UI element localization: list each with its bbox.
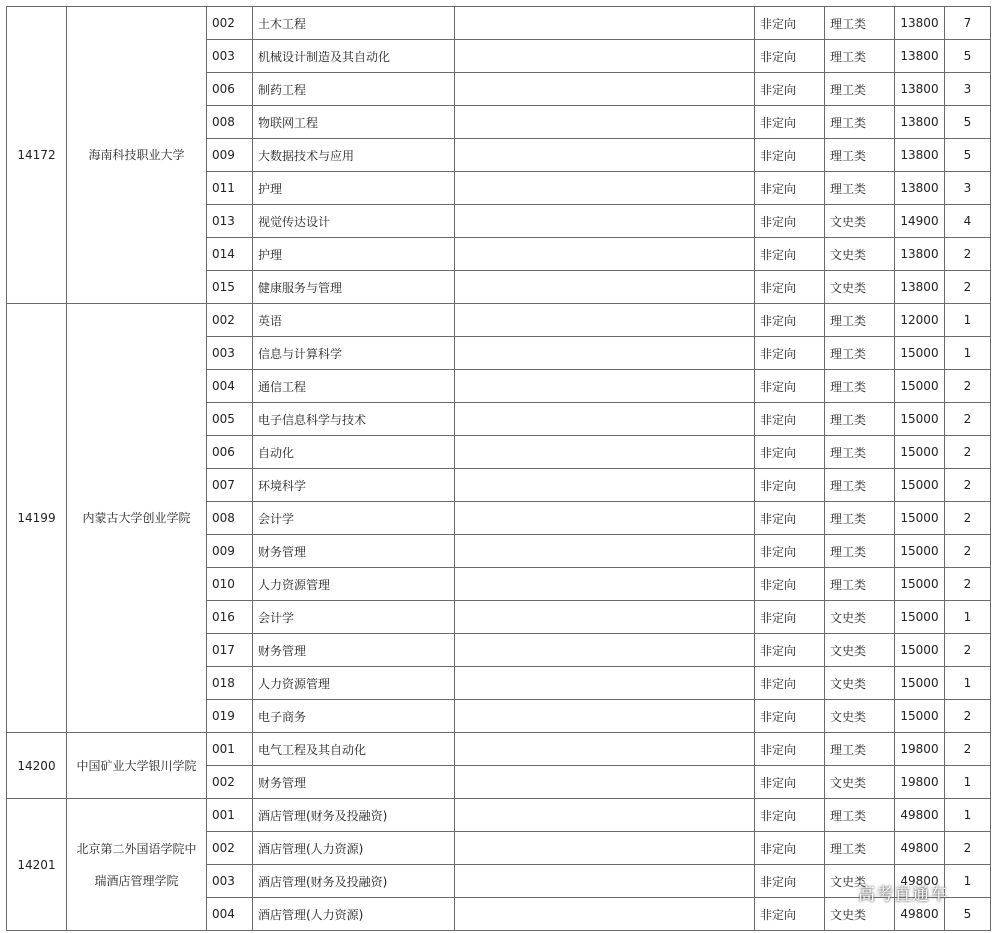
category-cell: 文史类 — [825, 634, 895, 667]
remark-cell — [455, 634, 755, 667]
tuition-cell: 49800 — [895, 865, 945, 898]
category-cell: 理工类 — [825, 73, 895, 106]
major-name-cell: 酒店管理(财务及投融资) — [253, 799, 455, 832]
category-cell: 文史类 — [825, 667, 895, 700]
category-cell: 理工类 — [825, 832, 895, 865]
major-code-cell: 005 — [207, 403, 253, 436]
major-name-cell: 酒店管理(人力资源) — [253, 898, 455, 931]
enrollment-type-cell: 非定向 — [755, 337, 825, 370]
school-name-cell: 北京第二外国语学院中瑞酒店管理学院 — [67, 799, 207, 931]
enrollment-type-cell: 非定向 — [755, 40, 825, 73]
tuition-cell: 49800 — [895, 832, 945, 865]
tuition-cell: 15000 — [895, 337, 945, 370]
enrollment-type-cell: 非定向 — [755, 172, 825, 205]
quota-cell: 3 — [945, 172, 991, 205]
category-cell: 理工类 — [825, 106, 895, 139]
category-cell: 文史类 — [825, 898, 895, 931]
major-name-cell: 环境科学 — [253, 469, 455, 502]
school-name-cell: 内蒙古大学创业学院 — [67, 304, 207, 733]
major-code-cell: 009 — [207, 139, 253, 172]
remark-cell — [455, 469, 755, 502]
category-cell: 理工类 — [825, 502, 895, 535]
quota-cell: 2 — [945, 469, 991, 502]
quota-cell: 2 — [945, 535, 991, 568]
tuition-cell: 15000 — [895, 469, 945, 502]
category-cell: 理工类 — [825, 733, 895, 766]
enrollment-type-cell: 非定向 — [755, 733, 825, 766]
remark-cell — [455, 733, 755, 766]
enrollment-type-cell: 非定向 — [755, 535, 825, 568]
enrollment-type-cell: 非定向 — [755, 502, 825, 535]
enrollment-type-cell: 非定向 — [755, 304, 825, 337]
quota-cell: 2 — [945, 568, 991, 601]
enrollment-type-cell: 非定向 — [755, 403, 825, 436]
enrollment-type-cell: 非定向 — [755, 601, 825, 634]
quota-cell: 1 — [945, 865, 991, 898]
major-code-cell: 019 — [207, 700, 253, 733]
major-name-cell: 电气工程及其自动化 — [253, 733, 455, 766]
quota-cell: 7 — [945, 7, 991, 40]
tuition-cell: 13800 — [895, 40, 945, 73]
remark-cell — [455, 139, 755, 172]
quota-cell: 2 — [945, 700, 991, 733]
quota-cell: 1 — [945, 799, 991, 832]
major-name-cell: 人力资源管理 — [253, 568, 455, 601]
enrollment-type-cell: 非定向 — [755, 898, 825, 931]
major-code-cell: 004 — [207, 370, 253, 403]
tuition-cell: 49800 — [895, 898, 945, 931]
remark-cell — [455, 667, 755, 700]
enrollment-type-cell: 非定向 — [755, 766, 825, 799]
major-name-cell: 制药工程 — [253, 73, 455, 106]
remark-cell — [455, 337, 755, 370]
major-name-cell: 英语 — [253, 304, 455, 337]
tuition-cell: 15000 — [895, 700, 945, 733]
table-row — [7, 799, 991, 832]
tuition-cell: 13800 — [895, 238, 945, 271]
tuition-cell: 13800 — [895, 139, 945, 172]
tuition-cell: 49800 — [895, 799, 945, 832]
major-code-cell: 002 — [207, 766, 253, 799]
category-cell: 文史类 — [825, 271, 895, 304]
remark-cell — [455, 271, 755, 304]
quota-cell: 4 — [945, 205, 991, 238]
category-cell: 文史类 — [825, 205, 895, 238]
table-body — [7, 7, 991, 931]
remark-cell — [455, 403, 755, 436]
table-row — [7, 304, 991, 337]
category-cell: 理工类 — [825, 799, 895, 832]
major-code-cell: 006 — [207, 73, 253, 106]
major-name-cell: 财务管理 — [253, 634, 455, 667]
major-code-cell: 011 — [207, 172, 253, 205]
quota-cell: 2 — [945, 370, 991, 403]
major-code-cell: 001 — [207, 799, 253, 832]
enrollment-type-cell: 非定向 — [755, 238, 825, 271]
category-cell: 理工类 — [825, 403, 895, 436]
major-code-cell: 008 — [207, 106, 253, 139]
remark-cell — [455, 172, 755, 205]
category-cell: 理工类 — [825, 337, 895, 370]
quota-cell: 1 — [945, 304, 991, 337]
enrollment-type-cell: 非定向 — [755, 7, 825, 40]
tuition-cell: 13800 — [895, 7, 945, 40]
remark-cell — [455, 700, 755, 733]
major-code-cell: 006 — [207, 436, 253, 469]
remark-cell — [455, 205, 755, 238]
watermark-text: 高考直通车 — [858, 885, 948, 905]
enrollment-type-cell: 非定向 — [755, 799, 825, 832]
quota-cell: 2 — [945, 403, 991, 436]
category-cell: 理工类 — [825, 568, 895, 601]
quota-cell: 2 — [945, 634, 991, 667]
tuition-cell: 15000 — [895, 502, 945, 535]
quota-cell: 5 — [945, 139, 991, 172]
table-row — [7, 7, 991, 40]
tuition-cell: 15000 — [895, 403, 945, 436]
remark-cell — [455, 502, 755, 535]
school-name-cell: 中国矿业大学银川学院 — [67, 733, 207, 799]
major-name-cell: 大数据技术与应用 — [253, 139, 455, 172]
major-name-cell: 人力资源管理 — [253, 667, 455, 700]
category-cell: 理工类 — [825, 469, 895, 502]
major-code-cell: 010 — [207, 568, 253, 601]
major-code-cell: 008 — [207, 502, 253, 535]
remark-cell — [455, 436, 755, 469]
quota-cell: 2 — [945, 271, 991, 304]
major-code-cell: 015 — [207, 271, 253, 304]
category-cell: 文史类 — [825, 700, 895, 733]
quota-cell: 2 — [945, 436, 991, 469]
major-name-cell: 自动化 — [253, 436, 455, 469]
major-name-cell: 酒店管理(人力资源) — [253, 832, 455, 865]
enrollment-type-cell: 非定向 — [755, 469, 825, 502]
quota-cell: 3 — [945, 73, 991, 106]
quota-cell: 5 — [945, 898, 991, 931]
tuition-cell: 13800 — [895, 271, 945, 304]
tuition-cell: 13800 — [895, 106, 945, 139]
major-name-cell: 视觉传达设计 — [253, 205, 455, 238]
school-code-cell: 14200 — [7, 733, 67, 799]
quota-cell: 1 — [945, 667, 991, 700]
tuition-cell: 15000 — [895, 370, 945, 403]
enrollment-type-cell: 非定向 — [755, 568, 825, 601]
major-code-cell: 018 — [207, 667, 253, 700]
enrollment-type-cell: 非定向 — [755, 700, 825, 733]
remark-cell — [455, 535, 755, 568]
tuition-cell: 15000 — [895, 436, 945, 469]
major-name-cell: 财务管理 — [253, 766, 455, 799]
major-code-cell: 013 — [207, 205, 253, 238]
major-name-cell: 护理 — [253, 238, 455, 271]
major-name-cell: 机械设计制造及其自动化 — [253, 40, 455, 73]
tuition-cell: 13800 — [895, 172, 945, 205]
quota-cell: 5 — [945, 106, 991, 139]
major-name-cell: 护理 — [253, 172, 455, 205]
enrollment-type-cell: 非定向 — [755, 865, 825, 898]
major-name-cell: 电子信息科学与技术 — [253, 403, 455, 436]
tuition-cell: 15000 — [895, 601, 945, 634]
tuition-cell: 14900 — [895, 205, 945, 238]
school-name-cell: 海南科技职业大学 — [67, 7, 207, 304]
major-name-cell: 电子商务 — [253, 700, 455, 733]
table-row — [7, 733, 991, 766]
remark-cell — [455, 601, 755, 634]
quota-cell: 2 — [945, 238, 991, 271]
major-code-cell: 002 — [207, 832, 253, 865]
major-code-cell: 002 — [207, 7, 253, 40]
quota-cell: 1 — [945, 766, 991, 799]
category-cell: 理工类 — [825, 304, 895, 337]
category-cell: 理工类 — [825, 370, 895, 403]
tuition-cell: 15000 — [895, 667, 945, 700]
tuition-cell: 15000 — [895, 634, 945, 667]
enrollment-type-cell: 非定向 — [755, 73, 825, 106]
category-cell: 理工类 — [825, 139, 895, 172]
enrollment-type-cell: 非定向 — [755, 106, 825, 139]
category-cell: 理工类 — [825, 436, 895, 469]
category-cell: 文史类 — [825, 601, 895, 634]
remark-cell — [455, 238, 755, 271]
remark-cell — [455, 799, 755, 832]
major-name-cell: 会计学 — [253, 502, 455, 535]
school-code-cell: 14172 — [7, 7, 67, 304]
major-code-cell: 003 — [207, 40, 253, 73]
major-code-cell: 007 — [207, 469, 253, 502]
category-cell: 理工类 — [825, 535, 895, 568]
tuition-cell: 19800 — [895, 766, 945, 799]
enrollment-type-cell: 非定向 — [755, 271, 825, 304]
quota-cell: 2 — [945, 502, 991, 535]
major-code-cell: 017 — [207, 634, 253, 667]
category-cell: 理工类 — [825, 172, 895, 205]
major-name-cell: 物联网工程 — [253, 106, 455, 139]
tuition-cell: 15000 — [895, 568, 945, 601]
major-code-cell: 003 — [207, 337, 253, 370]
major-code-cell: 004 — [207, 898, 253, 931]
quota-cell: 5 — [945, 40, 991, 73]
enrollment-type-cell: 非定向 — [755, 832, 825, 865]
quota-cell: 2 — [945, 733, 991, 766]
remark-cell — [455, 568, 755, 601]
remark-cell — [455, 832, 755, 865]
remark-cell — [455, 898, 755, 931]
major-code-cell: 009 — [207, 535, 253, 568]
category-cell: 文史类 — [825, 766, 895, 799]
remark-cell — [455, 7, 755, 40]
tuition-cell: 13800 — [895, 73, 945, 106]
major-code-cell: 002 — [207, 304, 253, 337]
remark-cell — [455, 304, 755, 337]
major-code-cell: 014 — [207, 238, 253, 271]
major-name-cell: 信息与计算科学 — [253, 337, 455, 370]
major-code-cell: 001 — [207, 733, 253, 766]
major-name-cell: 财务管理 — [253, 535, 455, 568]
tuition-cell: 12000 — [895, 304, 945, 337]
major-name-cell: 酒店管理(财务及投融资) — [253, 865, 455, 898]
enrollment-type-cell: 非定向 — [755, 370, 825, 403]
major-name-cell: 健康服务与管理 — [253, 271, 455, 304]
tuition-cell: 19800 — [895, 733, 945, 766]
remark-cell — [455, 865, 755, 898]
enrollment-type-cell: 非定向 — [755, 205, 825, 238]
major-code-cell: 016 — [207, 601, 253, 634]
tuition-cell: 15000 — [895, 535, 945, 568]
major-name-cell: 会计学 — [253, 601, 455, 634]
category-cell: 文史类 — [825, 238, 895, 271]
school-code-cell: 14201 — [7, 799, 67, 931]
enrollment-table — [6, 6, 991, 931]
category-cell: 理工类 — [825, 7, 895, 40]
enrollment-type-cell: 非定向 — [755, 139, 825, 172]
quota-cell: 1 — [945, 601, 991, 634]
major-name-cell: 土木工程 — [253, 7, 455, 40]
enrollment-type-cell: 非定向 — [755, 667, 825, 700]
school-code-cell: 14199 — [7, 304, 67, 733]
quota-cell: 1 — [945, 337, 991, 370]
remark-cell — [455, 40, 755, 73]
remark-cell — [455, 106, 755, 139]
quota-cell: 2 — [945, 832, 991, 865]
remark-cell — [455, 73, 755, 106]
remark-cell — [455, 370, 755, 403]
category-cell: 文史类 — [825, 865, 895, 898]
enrollment-type-cell: 非定向 — [755, 634, 825, 667]
category-cell: 理工类 — [825, 40, 895, 73]
remark-cell — [455, 766, 755, 799]
major-code-cell: 003 — [207, 865, 253, 898]
enrollment-type-cell: 非定向 — [755, 436, 825, 469]
major-name-cell: 通信工程 — [253, 370, 455, 403]
